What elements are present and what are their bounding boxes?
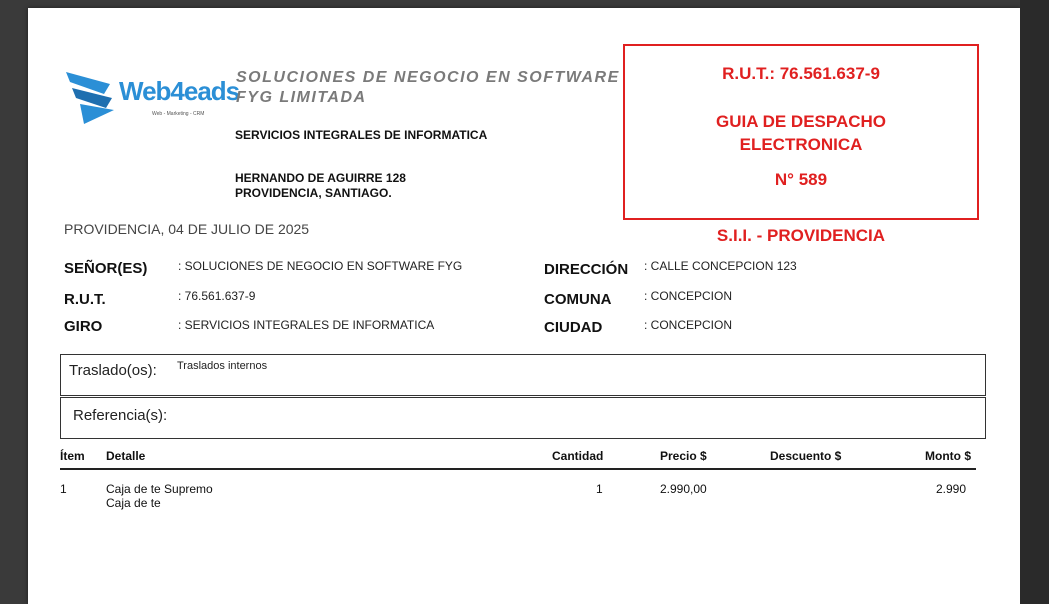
logo-text: Web4eads: [119, 76, 240, 106]
document-type-line1: GUIA DE DESPACHO: [715, 112, 887, 131]
row-detalle: Caja de te Supremo: [106, 482, 213, 496]
issuer-name-line1: SOLUCIONES DE NEGOCIO EN SOFTWARE: [236, 69, 620, 86]
col-detalle: Detalle: [106, 449, 146, 463]
viewer-scroll-area[interactable]: [1020, 0, 1049, 604]
value-comuna: : CONCEPCION: [644, 289, 733, 303]
value-senor: : SOLUCIONES DE NEGOCIO EN SOFTWARE FYG: [178, 259, 463, 273]
reference-box: [60, 397, 986, 439]
table-row: [60, 482, 976, 522]
document-id-box: [623, 44, 979, 220]
col-monto: Monto $: [925, 449, 971, 463]
row-item: 1: [60, 482, 67, 496]
row-subdetalle: Caja de te: [106, 496, 161, 510]
logo-tagline: Web - Marketing - CRM: [152, 111, 205, 117]
document-page: [28, 8, 1020, 604]
value-giro: : SERVICIOS INTEGRALES DE INFORMATICA: [178, 318, 435, 332]
col-descuento: Descuento $: [770, 449, 842, 463]
issue-date: PROVIDENCIA, 04 DE JULIO DE 2025: [64, 221, 310, 237]
value-ciudad: : CONCEPCION: [644, 318, 733, 332]
row-precio: 2.990,00: [660, 482, 707, 496]
label-giro: GIRO: [64, 318, 103, 335]
company-logo: [64, 64, 244, 128]
row-cantidad: 1: [596, 482, 603, 496]
row-monto: 2.990: [936, 482, 967, 496]
issuer-address: [235, 171, 406, 201]
value-rut: : 76.561.637-9: [178, 289, 256, 303]
items-table-header: [60, 446, 976, 470]
label-senor: SEÑOR(ES): [64, 260, 148, 277]
label-ciudad: CIUDAD: [544, 319, 603, 336]
reference-label: Referencia(s):: [73, 407, 168, 424]
document-folio: N° 589: [774, 170, 828, 189]
sii-office: S.I.I. - PROVIDENCIA: [716, 226, 886, 245]
issuer-street: HERNANDO DE AGUIRRE 128: [235, 171, 406, 185]
document-rut: R.U.T.: 76.561.637-9: [722, 64, 880, 83]
transfer-label: Traslado(os):: [69, 362, 157, 379]
issuer-city: PROVIDENCIA, SANTIAGO.: [235, 186, 392, 200]
logo-swoosh-icon: [64, 64, 124, 128]
label-comuna: COMUNA: [544, 291, 612, 308]
document-type-line2: ELECTRONICA: [739, 135, 863, 154]
col-item: Ítem: [60, 449, 85, 463]
col-cantidad: Cantidad: [552, 449, 604, 463]
label-rut: R.U.T.: [64, 291, 106, 308]
issuer-name-line2: FYG LIMITADA: [236, 89, 367, 106]
value-direccion: : CALLE CONCEPCION 123: [644, 259, 797, 273]
label-direccion: DIRECCIÓN: [544, 261, 629, 278]
document-type: [625, 110, 977, 156]
issuer-name: [236, 68, 620, 108]
issuer-business-line: SERVICIOS INTEGRALES DE INFORMATICA: [235, 128, 488, 142]
col-precio: Precio $: [660, 449, 707, 463]
transfer-box: [60, 354, 986, 396]
transfer-value: Traslados internos: [177, 360, 268, 372]
